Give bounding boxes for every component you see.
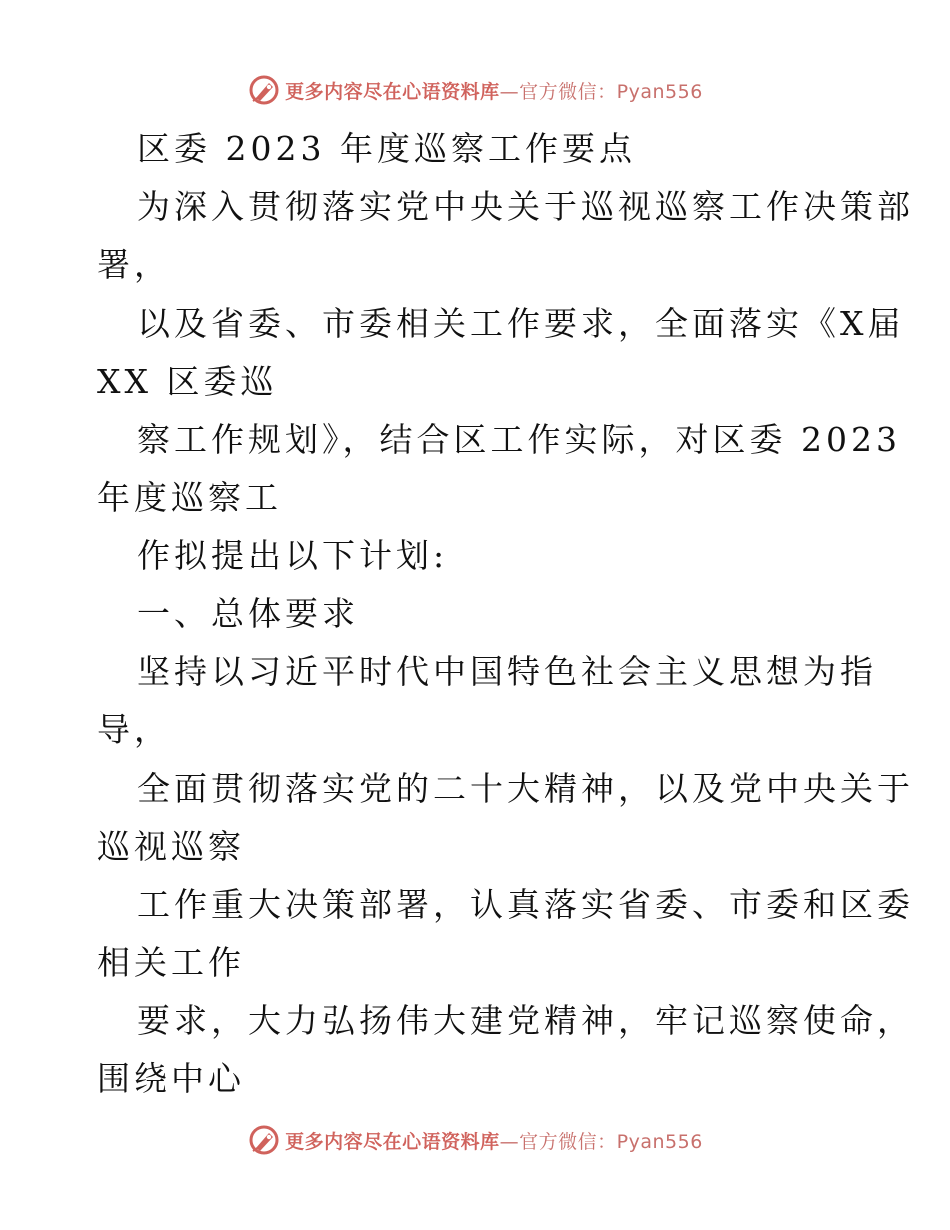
watermark-contact: 官方微信：Pyan556 [519,80,703,103]
paragraph-line: 署， [97,245,171,284]
watermark-text [285,1127,703,1154]
paragraph-line: 巡视巡察 [97,827,245,866]
paragraph-line: 要求，大力弘扬伟大建党精神，牢记巡察使命， [137,1001,914,1040]
pen-logo-icon [247,73,281,107]
paragraph-line: 坚持以习近平时代中国特色社会主义思想为指 [137,652,877,691]
paragraph-line: 工作重大决策部署，认真落实省委、市委和区委 [137,885,914,924]
paragraph-line: 作拟提出以下计划: [137,536,449,575]
document-title: 区委 2023 年度巡察工作要点 [137,129,636,168]
pen-logo-icon [247,1123,281,1157]
paragraph-line: 围绕中心 [97,1059,245,1098]
watermark-contact: 官方微信：Pyan556 [519,1130,703,1153]
watermark-text [285,77,703,104]
paragraph-line: 为深入贯彻落实党中央关于巡视巡察工作决策部 [137,187,914,226]
paragraph-line: 导， [97,710,171,749]
watermark-footer [0,1120,950,1160]
watermark-brand: 更多内容尽在心语资料库 [285,80,500,103]
watermark-brand: 更多内容尽在心语资料库 [285,1130,500,1153]
watermark-separator: — [499,1130,520,1153]
section-heading: 一、总体要求 [137,594,359,633]
paragraph-line: 相关工作 [97,943,245,982]
watermark-header [0,70,950,110]
paragraph-line: 察工作规划》，结合区工作实际，对区委 2023 [137,420,901,459]
paragraph-line: 全面贯彻落实党的二十大精神，以及党中央关于 [137,769,914,808]
paragraph-line: 以及省委、市委相关工作要求，全面落实《X届 [137,304,905,343]
paragraph-line: XX 区委巡 [97,362,278,401]
paragraph-line: 年度巡察工 [97,478,282,517]
watermark-separator: — [499,80,520,103]
